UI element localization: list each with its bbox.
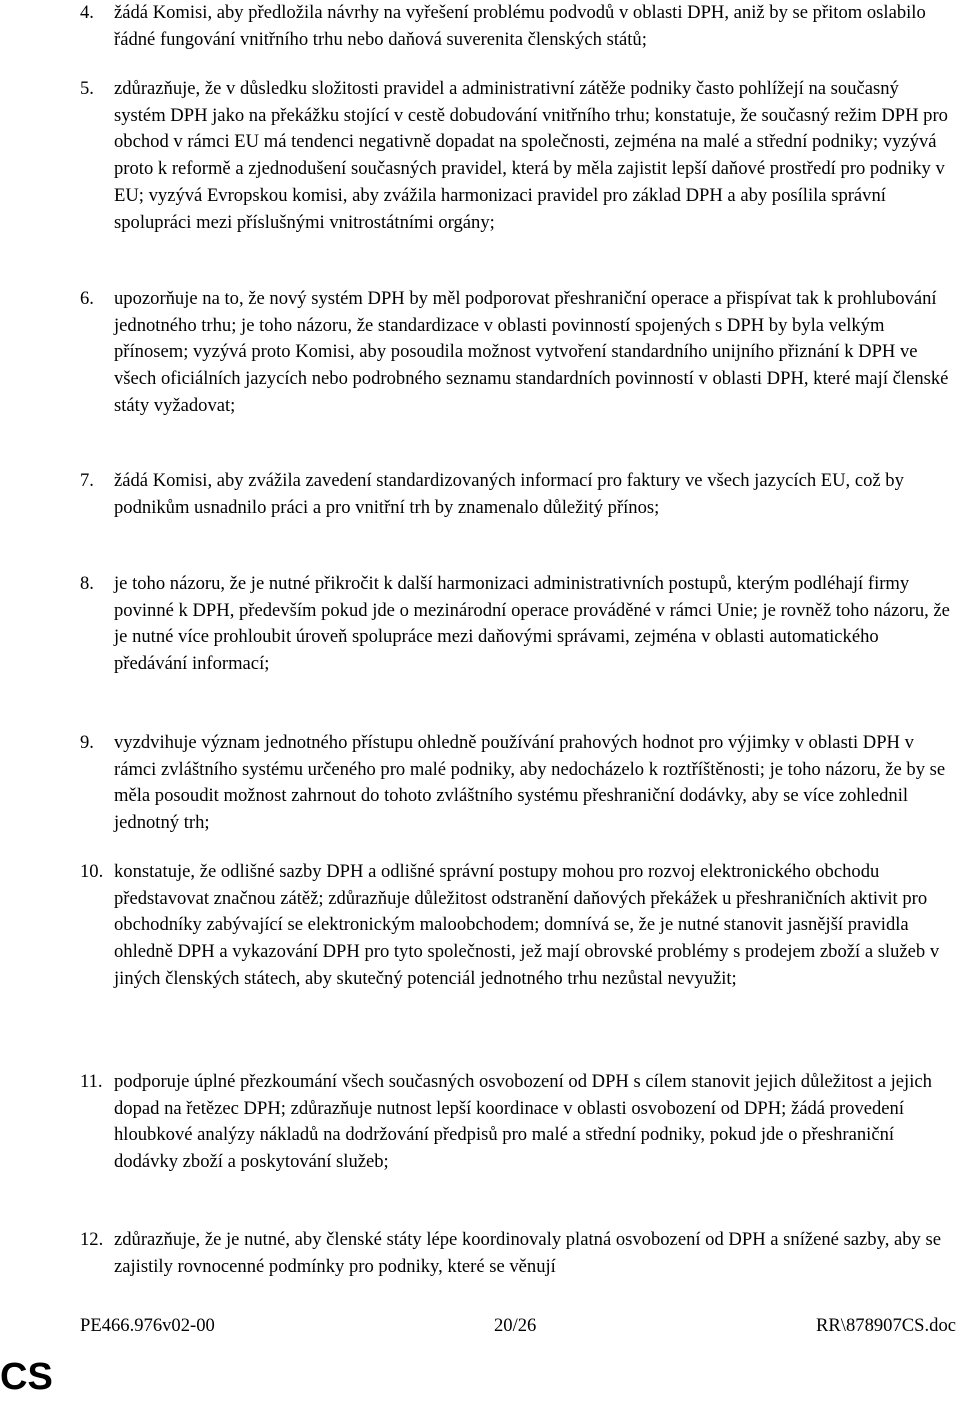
paragraph-number: 4. (80, 2, 94, 23)
paragraph-text: zdůrazňuje, že je nutné, aby členské státy lépe koordinovaly platná osvobození od DPH a snížené sazby, aby se zajistily rovnocenné podmínky pro podniky, které se věnují (114, 1229, 941, 1277)
footer-page-number: 20/26 (494, 1315, 537, 1336)
paragraph-8 (80, 571, 950, 678)
paragraph-11 (80, 1069, 950, 1176)
paragraph-number: 12. (80, 1229, 104, 1250)
paragraph-text: vyzdvihuje význam jednotného přístupu ohledně používání prahových hodnot pro výjimky v oblasti DPH v rámci zvláštního systému určeného pro malé podniky, aby nedocházelo k roztříštěnosti; je toho názoru, že by se měla posoudit možnost zahrnout do tohoto zvláštního systému přeshraniční dodávky, aby se více zohlednil jednotný trh; (114, 732, 946, 834)
paragraph-number: 10. (80, 861, 104, 882)
paragraph-10 (80, 859, 950, 993)
paragraph-number: 11. (80, 1071, 103, 1092)
paragraph-text: žádá Komisi, aby zvážila zavedení standardizovaných informací pro faktury ve všech jazycích EU, což by podnikům usnadnilo práci a pro vnitřní trh by znamenalo důležitý přínos; (114, 470, 904, 518)
footer-file-name: RR\878907CS.doc (816, 1315, 956, 1336)
paragraph-4 (80, 0, 950, 53)
paragraph-text: žádá Komisi, aby předložila návrhy na vyřešení problému podvodů v oblasti DPH, aniž by se přitom oslabilo řádné fungování vnitřního trhu nebo daňová suverenita členských států; (114, 2, 926, 50)
paragraph-number: 7. (80, 470, 94, 491)
paragraph-number: 8. (80, 573, 94, 594)
language-code: CS (0, 1356, 53, 1398)
paragraph-text: podporuje úplné přezkoumání všech současných osvobození od DPH s cílem stanovit jejich důležitost a jejich dopad na řetězec DPH; zdůrazňuje nutnost lepší koordinace v oblasti osvobození od DPH; žádá provedení hloubkové analýzy nákladů na dodržování předpisů pro malé a střední podniky, pokud jde o přeshraniční dodávky zboží a poskytování služeb; (114, 1071, 932, 1173)
paragraph-6 (80, 286, 950, 420)
paragraph-text: upozorňuje na to, že nový systém DPH by měl podporovat přeshraniční operace a přispívat tak k prohlubování jednotného trhu; je toho názoru, že standardizace v oblasti povinností spojených s DPH by byla velkým přínosem; vyzývá proto Komisi, aby posoudila možnost vytvoření standardního unijního přiznání k DPH ve všech oficiálních jazycích nebo podrobného seznamu standardních povinností v oblasti DPH, které mají členské státy vyžadovat; (114, 288, 949, 416)
paragraph-number: 9. (80, 732, 94, 753)
paragraph-5 (80, 76, 950, 236)
paragraph-12 (80, 1227, 950, 1280)
footer-doc-ref: PE466.976v02-00 (80, 1315, 215, 1336)
paragraph-text: zdůrazňuje, že v důsledku složitosti pravidel a administrativní zátěže podniky často pohlížejí na současný systém DPH jako na překážku stojící v cestě dobudování vnitřního trhu; konstatuje, že současný režim DPH pro obchod v rámci EU má tendenci negativně dopadat na společnosti, zejména na malé a střední podniky; vyzývá proto k reformě a zjednodušení současných pravidel, která by měla zajistit lepší daňové prostředí pro podniky v EU; vyzývá Evropskou komisi, aby zvážila harmonizaci pravidel pro základ DPH a aby posílila správní spolupráci mezi příslušnými vnitrostátními orgány; (114, 78, 948, 233)
paragraph-text: konstatuje, že odlišné sazby DPH a odlišné správní postupy mohou pro rozvoj elektronického obchodu představovat značnou zátěž; zdůrazňuje důležitost odstranění daňových překážek u přeshraničních aktivit pro obchodníky zabývající se elektronickým maloobchodem; domnívá se, že je nutné stanovit jasnější pravidla ohledně DPH a vykazování DPH pro tyto společnosti, jež mají obrovské problémy s prodejem zboží a služeb v jiných členských státech, aby skutečný potenciál jednotného trhu nezůstal nevyužit; (114, 861, 940, 989)
paragraph-7 (80, 468, 950, 521)
paragraph-number: 5. (80, 78, 94, 99)
paragraph-text: je toho názoru, že je nutné přikročit k další harmonizaci administrativních postupů, kterým podléhají firmy povinné k DPH, především pokud jde o mezinárodní operace prováděné v rámci Unie; je rovněž toho názoru, že je nutné více prohloubit úroveň spolupráce mezi daňovými správami, zejména v oblasti automatického předávání informací; (114, 573, 950, 675)
paragraph-9 (80, 730, 950, 837)
paragraph-number: 6. (80, 288, 94, 309)
